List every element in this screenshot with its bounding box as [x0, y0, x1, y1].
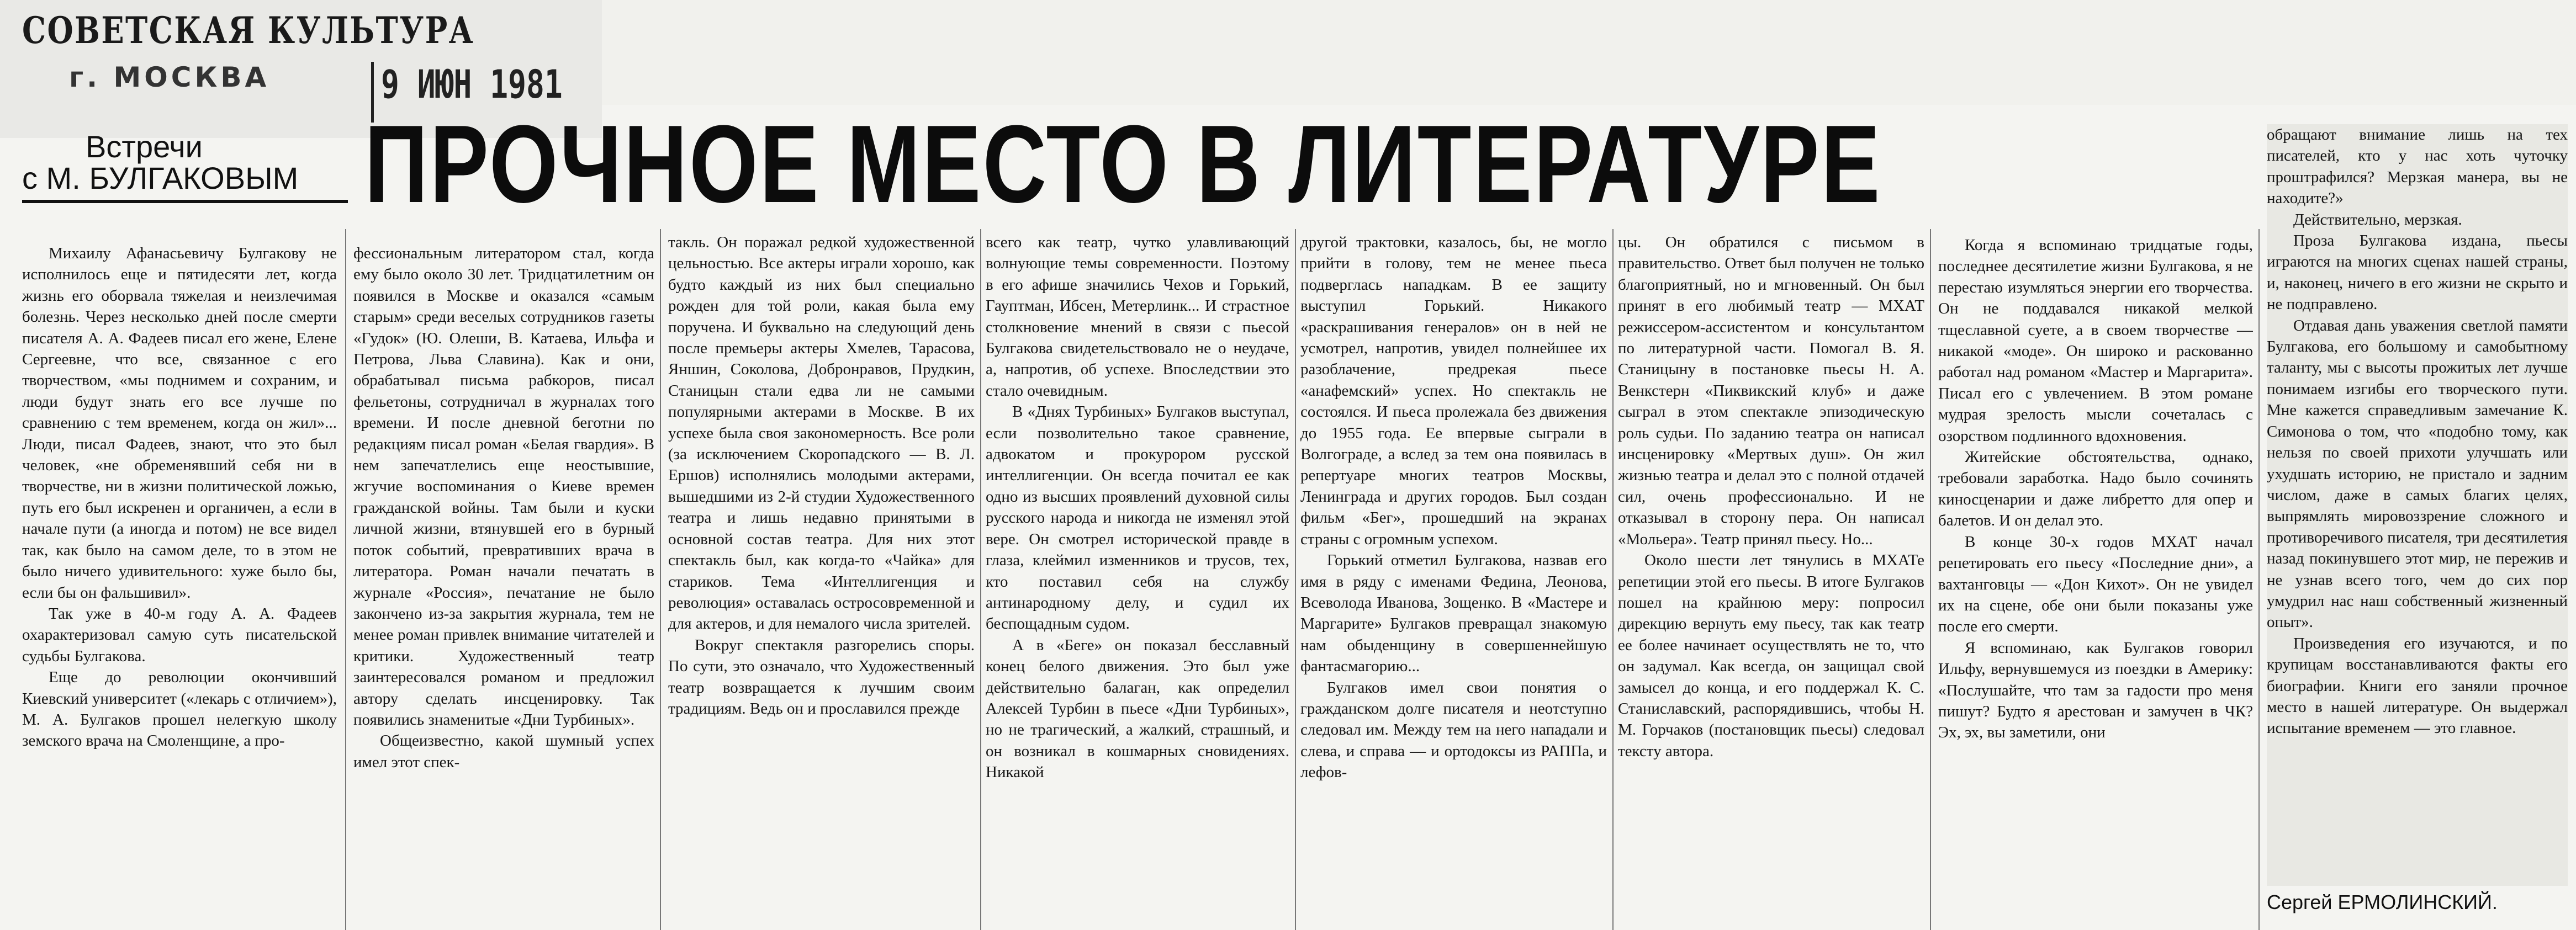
paragraph: Я вспоминаю, как Булгаков говорил Ильфу, вернувшемуся из поездки в Америку: «Послушайте, что там за гадости про меня пишут? Будто я арестован и замучен в ЧК? Эх, эх, вы заметили, они [1938, 639, 2253, 742]
paragraph: Еще до революции окончивший Киевский университет («лекарь с отличием»), М. А. Булгаков прошел нелегкую школу земского врача на Смоленщине, а про- [22, 668, 337, 750]
paragraph: другой трактовки, казалось, бы, не могло прийти в голову, тем не менее пьеса подверглась нападкам. В ее защиту выступил Горький. Никакого «раскрашивания генералов» он в ней не усмотрел, напротив, увидел полнейшее их разоблачение, предрекая пьесе «анафемский» успех. Но спектакль не состоялся. И пьеса пролежала без движения до 1955 года. Ее впервые сыграли в Волгограде, а вслед за тем она появилась в репертуаре многих театров Москвы, Ленинграда и других городов. Был создан фильм «Бег», прошедший на экранах страны с огромным успехом. [1300, 233, 1607, 548]
paragraph: Отдавая дань уважения светлой памяти Булгакова, его большому и самобытному таланту, мы с высоты прожитых лет лучше понимаем изгибы его творческого пути. Мне кажется справедливым замечание К. Симонова о том, что «подобно тому, как нельзя по своей прихоти улучшать или ухудшать историю, не пристало и задним числом, даже в самых благих целях, выпрямлять мировоззрение сложного и противоречивого писателя, три десятилетия назад покинувшего этот мир, не пережив и не узнав всего того, чем до сих пор умудрил нас наш собственный жизненный опыт». [2267, 316, 2568, 631]
article-column-5 [1300, 232, 1607, 924]
rubric-underline [22, 200, 348, 203]
article-column-2 [353, 243, 654, 924]
article-column-8 [2267, 124, 2568, 886]
paragraph: В конце 30-х годов МХАТ начал репетировать его пьесу «Последние дни», а вахтанговцы — «Дон Кихот». Он не увидел их на сцене, обе они были показаны уже после его смерти. [1938, 533, 2253, 636]
paragraph: Проза Булгакова издана, пьесы играются на многих сценах нашей страны, и, наконец, ничего в его жизни не скрыто и не подправлено. [2267, 232, 2568, 313]
paragraph: Житейские обстоятельства, однако, требовали заработка. Надо было сочинять киносценарии и даже либретто для опер и балетов. И он делал это. [1938, 448, 2253, 530]
article-column-4 [986, 232, 1289, 924]
paragraph: Горький отметил Булгакова, назвав его имя в ряду с именами Федина, Леонова, Всеволода Иванова, Зощенко. В «Мастере и Маргарите» Булгаков превращал знакомую нам обыденщину в совершеннейшую фантасмагорию... [1300, 551, 1607, 676]
column-rule [2258, 229, 2260, 930]
article-column-7 [1938, 235, 2253, 924]
column-rule [660, 229, 661, 930]
paragraph: такль. Он поражал редкой художественной цельностью. Все актеры играли хорошо, как будто каждый из них был специально рожден для той роли, какая была ему поручена. И буквально на следующий день после премьеры актеры Хмелев, Тарасова, Яншин, Соколова, Добронравов, Прудкин, Станицын стали едва ли не самыми популярными актерами в Москве. В их успехе была своя закономерность. Все роли (за исключением Скоропадского — В. Л. Ершов) исполнялись молодыми актерами, вышедшими из 2-й студии Художественного театра и лишь недавно принятыми в основной состав театра. Для них этот спектакль был, как когда-то «Чайка» для стариков. Тема «Интеллигенция и революция» оставалась остросовременной и для актеров, и для немалого числа зрителей. [668, 233, 975, 633]
column-rule [345, 229, 346, 930]
column-rule [1930, 229, 1931, 930]
paragraph: Около шести лет тянулись в МХАТе репетиции этой его пьесы. В итоге Булгаков пошел на крайнюю меру: попросил дирекцию вернуть ему пьесу, так как театр ее более начинает осуществлять не то, что он задумал. Как всегда, он защищал свой замысел до конца, и его поддержал К. С. Станиславский, распорядившись, чтобы Н. М. Горчаков (постановщик пьесы) следовал тексту автора. [1618, 551, 1924, 760]
paragraph: фессиональным литератором стал, когда ему было около 30 лет. Тридцатилетним он появился в Москве и оказался «самым старым» среди веселых сотрудников газеты «Гудок» (Ю. Олеши, В. Катаева, Ильфа и Петрова, Льва Славина). Как и они, обрабатывал письма рабкоров, писал фельетоны, сотрудничал в журналах того времени. И после дневной беготни по редакциям писал роман «Белая гвардия». В нем запечатлелись еще неостывшие, жгучие воспоминания о Киеве времен гражданской войны. Там были и куски личной жизни, втянувшей его в бурный поток событий, превративших врача в литератора. Роман начали печатать в журнале «Россия», печатание не было закончено из-за закрытия журнала, тем не менее роман привлек внимание читателей и критики. Художественный театр заинтересовался романом и предложил автору сделать инсценировку. Так появились знаменитые «Дни Турбиных». [353, 245, 654, 729]
column-rule [980, 229, 981, 930]
column-rule [1612, 229, 1614, 930]
paragraph: всего как театр, чутко улавливающий волнующие темы современности. Поэтому в его афише значились Чехов и Горький, Гауптман, Ибсен, Метерлинк... И страстное столкновение мнений в связи с пьесой Булгакова свидетельствовало не о неудаче, а, напротив, об успехе. Впоследствии это стало очевидным. [986, 233, 1289, 400]
headline: ПРОЧНОЕ МЕСТО В ЛИТЕРАТУРЕ [364, 103, 1882, 226]
article-column-3 [668, 232, 975, 924]
author-signature: Сергей ЕРМОЛИНСКИЙ. [2267, 891, 2498, 913]
paragraph: А в «Беге» он показал бесславный конец белого движения. Это был уже действительно балаган, как определил Алексей Турбин в пьесе «Дни Турбиных», но не трагический, а жалкий, страшный, и он возникал в кошмарных сновидениях. Никакой [986, 636, 1289, 782]
stamp-date: 9 ИЮН 1981 [381, 62, 563, 107]
article-column-6 [1618, 232, 1924, 924]
paragraph: Так уже в 40-м году А. А. Фадеев охарактеризовал самую суть писательской судьбы Булгакова. [22, 604, 337, 665]
paragraph: В «Днях Турбиных» Булгаков выступал, если позволительно такое сравнение, адвокатом и прокурором русской интеллигенции. Он всегда почитал ее как одно из высших проявлений духовной силы русского народа и никогда не изменял этой вере. Он смотрел исторической правде в глаза, клеймил изменников и трусов, тех, кто поставил себя на службу антинародному делу, и судил их беспощадным судом. [986, 403, 1289, 633]
paragraph: Михаилу Афанасьевичу Булгакову не исполнилось еще и пятидесяти лет, когда жизнь его оборвала тяжелая и неизлечимая болезнь. Через несколько дней после смерти писателя А. А. Фадеев писал его жене, Елене Сергеевне, что все, связанное с его творчеством, «мы поднимем и сохраним, и люди будут знать его все лучше по сравнению с тем временем, когда он жил»... Люди, писал Фадеев, знают, что это был человек, «не обременявший себя ни в творчестве, ни в жизни политической ложью, путь его был искренен и органичен, а если в начале пути (а иногда и потом) не все видел так, как было на самом деле, то в этом не было ничего удивительного: хуже было бы, если бы он фальшивил». [22, 245, 337, 602]
paragraph: цы. Он обратился с письмом в правительство. Ответ был получен не только благоприятный, но и мгновенный. Он был принят в его любимый театр — МХАТ режиссером-ассистентом и консультантом по литературной части. Помогал В. Я. Станицыну в постановке пьесы Н. А. Венкстерн «Пиквикский клуб» и даже сыграл в этом спектакле эпизодическую роль судьи. По заданию театра он написал инсценировку «Мертвых душ». Он жил жизнью театра и делал это с полной отдачей сил, очень профессионально. И не отказывал в сторону пера. Он написал «Мольера». Театр принял пьесу. Но... [1618, 233, 1924, 548]
article-column-1 [22, 243, 337, 924]
paragraph: обращают внимание лишь на тех писателей, кто у нас хоть чуточку проштрафился? Мерзкая манера, вы не находите?» [2267, 126, 2568, 208]
paragraph: Произведения его изучаются, и по крупицам восстанавливаются факты его биографии. Книги его заняли прочное место в нашей литературе. Он выдержал испытание временем — это главное. [2267, 634, 2568, 737]
column-rule [1295, 229, 1296, 930]
stamp-city: г. МОСКВА [69, 61, 270, 93]
rubric-line2: с М. БУЛГАКОВЫМ [22, 161, 299, 195]
paragraph: Вокруг спектакля разгорелись споры. По сути, это означало, что Художественный театр возвращается к лучшим своим традициям. Ведь он и прославился прежде [668, 636, 975, 718]
rubric-line1: Встречи [86, 129, 203, 164]
paragraph: Булгаков имел свои понятия о гражданском долге писателя и неотступно следовал им. Между тем на него нападали и слева, и справа — и ортодоксы из РАППа, и лефов- [1300, 678, 1607, 782]
paragraph: Действительно, мерзкая. [2293, 210, 2462, 228]
paragraph: Когда я вспоминаю тридцатые годы, последнее десятилетие жизни Булгакова, я не перестаю изумляться энергии его творчества. Он не поддавался никакой мелкой тщеславной суете, а в своем творчестве — никакой «моде». Он широко и раскованно работал над романом «Мастер и Маргарита». Писал его с увлечением. В этом романе мудрая зрелость мысли сочеталась с озорством подлинного вдохновения. [1938, 236, 2253, 445]
stamp-publication: СОВЕТСКАЯ КУЛЬТУРА [22, 9, 475, 52]
paragraph: Общеизвестно, какой шумный успех имел этот спек- [353, 732, 654, 771]
